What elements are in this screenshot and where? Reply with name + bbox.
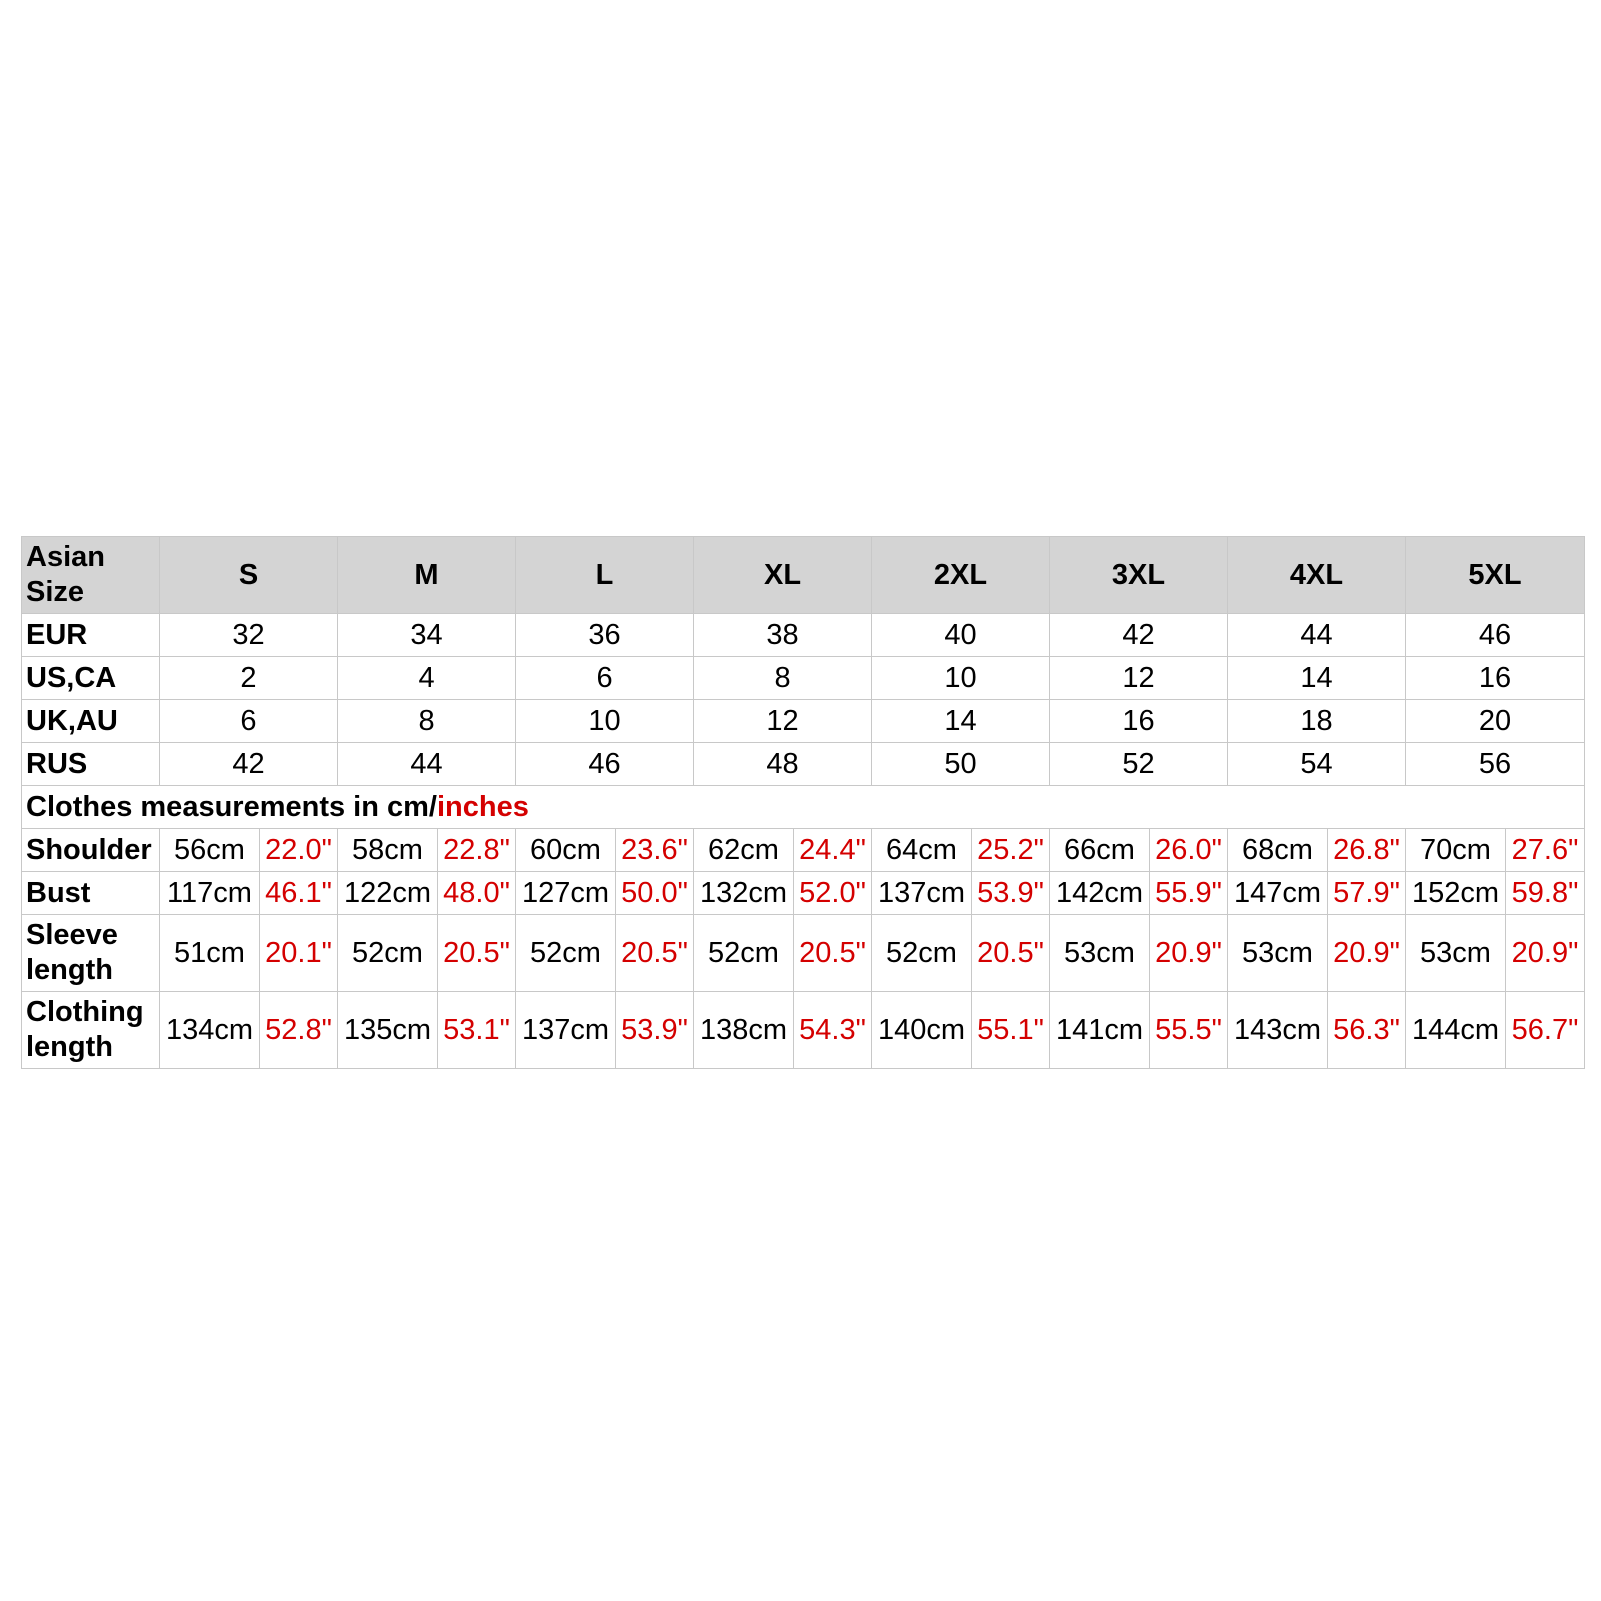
cm-cell: 132cm: [694, 872, 794, 915]
conversion-cell: 52: [1050, 743, 1228, 786]
cm-cell: 143cm: [1228, 992, 1328, 1069]
measurement-row: [22, 872, 1585, 915]
conversion-cell: 6: [160, 700, 338, 743]
cm-cell: 134cm: [160, 992, 260, 1069]
size-header-cell: S: [160, 537, 338, 614]
conversion-cell: 14: [872, 700, 1050, 743]
inch-cell: 20.9": [1506, 915, 1585, 992]
cm-cell: 58cm: [338, 829, 438, 872]
measurements-title: [22, 786, 1585, 829]
inch-cell: 53.9": [616, 992, 694, 1069]
conversion-cell: 50: [872, 743, 1050, 786]
inch-cell: 25.2": [972, 829, 1050, 872]
cm-cell: 68cm: [1228, 829, 1328, 872]
measurements-title-suffix: inches: [436, 790, 529, 823]
row-label: US,CA: [22, 657, 160, 700]
conversion-cell: 54: [1228, 743, 1406, 786]
row-label: Sleeve length: [22, 915, 160, 992]
cm-cell: 53cm: [1228, 915, 1328, 992]
inch-cell: 53.9": [972, 872, 1050, 915]
conversion-cell: 42: [160, 743, 338, 786]
inch-cell: 55.5": [1150, 992, 1228, 1069]
cm-cell: 52cm: [872, 915, 972, 992]
conversion-cell: 36: [516, 614, 694, 657]
inch-cell: 56.3": [1328, 992, 1406, 1069]
inch-cell: 57.9": [1328, 872, 1406, 915]
measurements-title-row: [22, 786, 1585, 829]
cm-cell: 137cm: [516, 992, 616, 1069]
inch-cell: 55.9": [1150, 872, 1228, 915]
row-label: Shoulder: [22, 829, 160, 872]
inch-cell: 20.5": [972, 915, 1050, 992]
header-label: Asian Size: [22, 537, 160, 614]
cm-cell: 70cm: [1406, 829, 1506, 872]
cm-cell: 138cm: [694, 992, 794, 1069]
conversion-cell: 8: [338, 700, 516, 743]
conversion-cell: 14: [1228, 657, 1406, 700]
inch-cell: 20.5": [438, 915, 516, 992]
conversion-cell: 56: [1406, 743, 1585, 786]
inch-cell: 55.1": [972, 992, 1050, 1069]
cm-cell: 135cm: [338, 992, 438, 1069]
conversion-cell: 20: [1406, 700, 1585, 743]
cm-cell: 141cm: [1050, 992, 1150, 1069]
conversion-cell: 4: [338, 657, 516, 700]
conversion-cell: 40: [872, 614, 1050, 657]
size-header-cell: 5XL: [1406, 537, 1585, 614]
inch-cell: 56.7": [1506, 992, 1585, 1069]
conversion-cell: 10: [872, 657, 1050, 700]
row-label: Bust: [22, 872, 160, 915]
measurement-row: [22, 992, 1585, 1069]
conversion-cell: 10: [516, 700, 694, 743]
inch-cell: 46.1": [260, 872, 338, 915]
cm-cell: 51cm: [160, 915, 260, 992]
conversion-cell: 44: [338, 743, 516, 786]
inch-cell: 24.4": [794, 829, 872, 872]
cm-cell: 52cm: [516, 915, 616, 992]
cm-cell: 127cm: [516, 872, 616, 915]
conversion-cell: 18: [1228, 700, 1406, 743]
cm-cell: 60cm: [516, 829, 616, 872]
inch-cell: 20.9": [1150, 915, 1228, 992]
conversion-cell: 42: [1050, 614, 1228, 657]
measurements-title-prefix: Clothes measurements in cm/: [26, 790, 437, 823]
conversion-cell: 16: [1050, 700, 1228, 743]
inch-cell: 22.8": [438, 829, 516, 872]
inch-cell: 20.1": [260, 915, 338, 992]
header-row: [22, 537, 1585, 614]
conversion-cell: 46: [1406, 614, 1585, 657]
measurement-row: [22, 829, 1585, 872]
conversion-cell: 16: [1406, 657, 1585, 700]
row-label: UK,AU: [22, 700, 160, 743]
inch-cell: 26.8": [1328, 829, 1406, 872]
inch-cell: 20.5": [616, 915, 694, 992]
measurement-row: [22, 915, 1585, 992]
conversion-row: [22, 614, 1585, 657]
cm-cell: 52cm: [338, 915, 438, 992]
cm-cell: 147cm: [1228, 872, 1328, 915]
row-label: Clothing length: [22, 992, 160, 1069]
inch-cell: 20.9": [1328, 915, 1406, 992]
conversion-cell: 34: [338, 614, 516, 657]
inch-cell: 20.5": [794, 915, 872, 992]
conversion-cell: 38: [694, 614, 872, 657]
conversion-cell: 32: [160, 614, 338, 657]
cm-cell: 142cm: [1050, 872, 1150, 915]
size-header-cell: L: [516, 537, 694, 614]
inch-cell: 53.1": [438, 992, 516, 1069]
cm-cell: 117cm: [160, 872, 260, 915]
size-header-cell: XL: [694, 537, 872, 614]
inch-cell: 23.6": [616, 829, 694, 872]
cm-cell: 53cm: [1050, 915, 1150, 992]
cm-cell: 53cm: [1406, 915, 1506, 992]
inch-cell: 22.0": [260, 829, 338, 872]
conversion-cell: 46: [516, 743, 694, 786]
size-header-cell: 3XL: [1050, 537, 1228, 614]
inch-cell: 48.0": [438, 872, 516, 915]
conversion-row: [22, 657, 1585, 700]
inch-cell: 59.8": [1506, 872, 1585, 915]
size-header-cell: M: [338, 537, 516, 614]
cm-cell: 66cm: [1050, 829, 1150, 872]
cm-cell: 144cm: [1406, 992, 1506, 1069]
cm-cell: 64cm: [872, 829, 972, 872]
size-chart-table: [21, 536, 1585, 1069]
cm-cell: 122cm: [338, 872, 438, 915]
inch-cell: 50.0": [616, 872, 694, 915]
conversion-cell: 48: [694, 743, 872, 786]
conversion-cell: 44: [1228, 614, 1406, 657]
cm-cell: 52cm: [694, 915, 794, 992]
conversion-cell: 8: [694, 657, 872, 700]
row-label: RUS: [22, 743, 160, 786]
conversion-cell: 12: [1050, 657, 1228, 700]
cm-cell: 140cm: [872, 992, 972, 1069]
inch-cell: 54.3": [794, 992, 872, 1069]
cm-cell: 152cm: [1406, 872, 1506, 915]
inch-cell: 27.6": [1506, 829, 1585, 872]
cm-cell: 62cm: [694, 829, 794, 872]
size-header-cell: 2XL: [872, 537, 1050, 614]
conversion-cell: 6: [516, 657, 694, 700]
inch-cell: 52.0": [794, 872, 872, 915]
size-header-cell: 4XL: [1228, 537, 1406, 614]
inch-cell: 52.8": [260, 992, 338, 1069]
cm-cell: 137cm: [872, 872, 972, 915]
conversion-row: [22, 700, 1585, 743]
cm-cell: 56cm: [160, 829, 260, 872]
conversion-cell: 12: [694, 700, 872, 743]
inch-cell: 26.0": [1150, 829, 1228, 872]
conversion-row: [22, 743, 1585, 786]
conversion-cell: 2: [160, 657, 338, 700]
row-label: EUR: [22, 614, 160, 657]
